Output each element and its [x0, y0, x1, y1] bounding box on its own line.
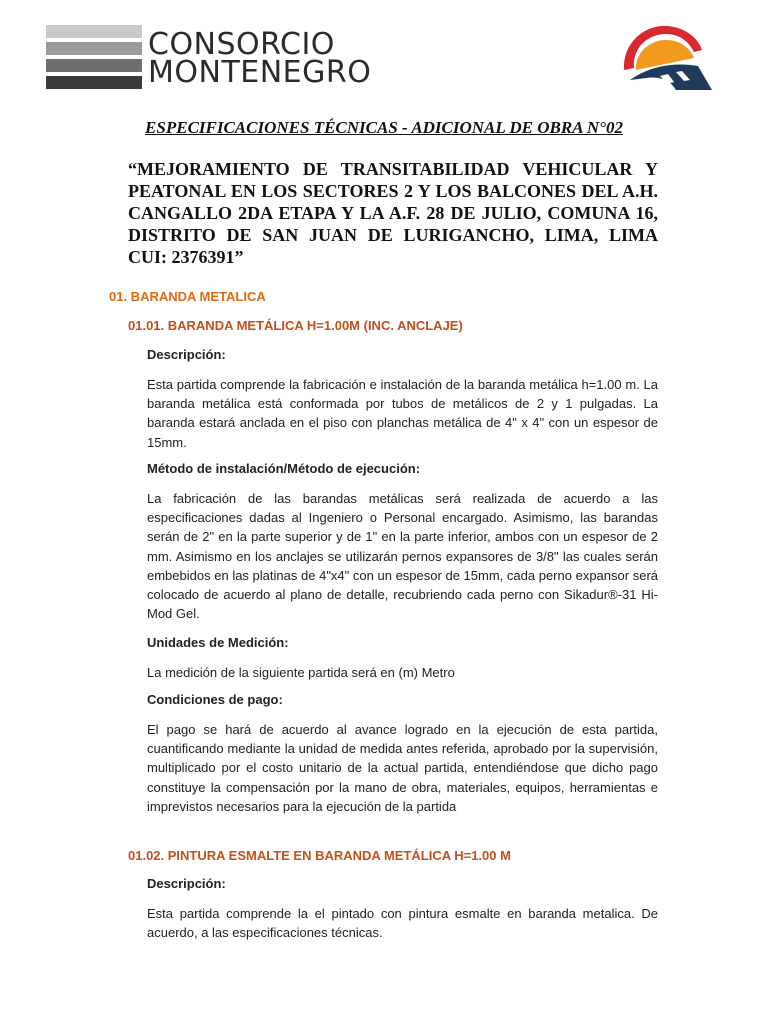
- descripcion-text: Esta partida comprende la fabricación e instalación de la baranda metálica h=1.00 m. La baranda metálica está conformada por tubos de metálicos de 2 y 1 pulgadas. La baranda estará anclada en el piso con planchas metálica de 4" x 4" con un espesor de 15mm.: [147, 377, 658, 450]
- consorcio-logo: [46, 22, 372, 90]
- item-heading: 01.02. PINTURA ESMALTE EN BARANDA METÁLICA H=1.00 M: [128, 848, 511, 863]
- logo-bars-icon: [46, 22, 142, 90]
- logo-text-line1: CONSORCIO: [148, 27, 335, 62]
- logo-bar: [46, 59, 142, 72]
- project-line: CANGALLO 2DA ETAPA Y LA A.F. 28 DE JULIO, COMUNA 16,: [128, 203, 658, 223]
- project-line: PEATONAL EN LOS SECTORES 2 Y LOS BALCONES DEL A.H.: [128, 181, 658, 201]
- descripcion-label: Descripción:: [147, 876, 226, 891]
- road-sun-logo-icon: [616, 18, 716, 94]
- metodo-label: Método de instalación/Método de ejecución:: [147, 461, 421, 476]
- section-heading: 01. BARANDA METALICA: [109, 289, 266, 304]
- logo-bar: [46, 76, 142, 89]
- unidades-label: Unidades de Medición:: [147, 635, 289, 650]
- logo-bar: [46, 42, 142, 55]
- metodo-text: La fabricación de las barandas metálicas será realizada de acuerdo a las especificaciones dadas al Ingeniero o Personal encargado. Asimismo, las barandas serán de 2" en la parte superior y de 1" en la parte inferior, ambos con un espesor de 2 mm. Asimismo en los anclajes se utilizarán pernos expansores de 3/8" las cuales serán embebidos en las platinas de 4"x4" con un espesor de 15mm, cada perno expansor será colocado de acuerdo al plano de detalle, recubriendo cada perno con Sikadur®-31 Hi-Mod Gel.: [147, 491, 658, 622]
- descripcion-text: Esta partida comprende la el pintado con pintura esmalte en baranda metalica. De acuerdo, a las especificaciones técnicas.: [147, 906, 658, 941]
- project-line: DISTRITO DE SAN JUAN DE LURIGANCHO, LIMA, LIMA: [128, 225, 658, 245]
- project-line: CUI: 2376391”: [128, 247, 244, 267]
- project-name: [128, 158, 658, 268]
- document-title: ESPECIFICACIONES TÉCNICAS - ADICIONAL DE OBRA N°02: [145, 118, 623, 137]
- logo-text-line2: MONTENEGRO: [148, 55, 372, 90]
- unidades-text: La medición de la siguiente partida será en (m) Metro: [147, 665, 455, 680]
- project-line: “MEJORAMIENTO DE TRANSITABILIDAD VEHICULAR Y: [128, 159, 658, 179]
- item-heading: 01.01. BARANDA METÁLICA H=1.00M (INC. ANCLAJE): [128, 318, 463, 333]
- pago-label: Condiciones de pago:: [147, 692, 283, 707]
- pago-text: El pago se hará de acuerdo al avance logrado en la ejecución de esta partida, cuantificando mediante la unidad de medida antes referida, aprobado por la supervisión, multiplicado por el costo unitario de la actual partida, entendiéndose que dicho pago constituye la compensación por la mano de obra, materiales, equipos, herramientas e imprevistos necesarios para la ejecución de la partida: [147, 722, 658, 814]
- descripcion-label: Descripción:: [147, 347, 226, 362]
- logo-bar: [46, 25, 142, 38]
